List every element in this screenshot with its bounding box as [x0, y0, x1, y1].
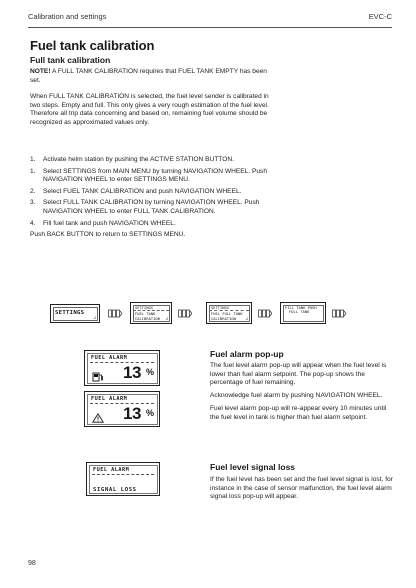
lcd-divider	[133, 310, 169, 311]
lcd-text: CALIBRATION	[135, 316, 160, 321]
percent-unit: %	[146, 367, 155, 377]
signal-section-body	[210, 476, 394, 506]
return-instruction: Push BACK BUTTON to return to SETTINGS MENU.	[30, 231, 186, 239]
step-text: Select FUEL TANK CALIBRATION and push NAVIGATION WHEEL.	[43, 187, 242, 195]
lcd-text: SETTINGS	[55, 310, 85, 316]
alarm-header: FUEL ALARM	[91, 396, 128, 402]
step-number: 1.	[30, 167, 36, 175]
signal-loss-text: SIGNAL LOSS	[93, 487, 137, 493]
section-title: Full tank calibration	[30, 55, 111, 65]
header-divider	[28, 27, 392, 28]
list-item	[30, 199, 270, 216]
lcd-divider	[90, 403, 154, 404]
note-paragraph	[30, 68, 270, 85]
step-number: 3.	[30, 199, 36, 207]
step-text: Select SETTINGS from MAIN MENU by turning NAVIGATION WHEEL. Push NAVIGATION WHEEL to enter SETTINGS MENU.	[43, 167, 267, 184]
lcd-fill-tank-screen	[280, 302, 326, 324]
lcd-divider	[90, 362, 154, 363]
list-item	[30, 168, 270, 185]
list-item	[30, 188, 270, 197]
lcd-settings-screen	[50, 304, 100, 323]
lcd-text: FUEL TANK	[135, 312, 156, 316]
step-number: 2.	[30, 187, 36, 195]
signal-section-title: Fuel level signal loss	[210, 462, 296, 472]
lcd-divider	[92, 474, 154, 475]
popup-section-body	[210, 362, 394, 426]
popup-section-title: Fuel alarm pop-up	[210, 349, 284, 359]
lcd-text: FULL TANK	[289, 310, 310, 314]
popup-paragraph: Fuel level alarm pop-up will re-appear every 10 minutes until the fuel level in tank is higher than fuel alarm setpoint.	[210, 404, 387, 421]
step-text: Fill fuel tank and push NAVIGATION WHEEL.	[43, 219, 176, 227]
popup-paragraph: Acknowledge fuel alarm by pushing NAVIGATION WHEEL.	[210, 392, 383, 400]
return-arrow-icon: ↲	[245, 316, 248, 321]
lcd-divider	[209, 310, 249, 311]
signal-loss-display	[86, 462, 160, 496]
percent-unit: %	[146, 408, 155, 418]
intro-paragraph: When FULL TANK CALIBRATION is selected, the fuel level sender is calibrated in two steps. Empty and full. This only gives a very rough estimation of the fuel level. Therefore all trip data concerning and based on, remaining fuel volume should be recognized as approximated values only.	[30, 93, 269, 126]
fuel-percentage-value: 13	[123, 404, 141, 423]
steps-list	[30, 156, 270, 240]
page-header	[28, 12, 392, 28]
note-text: A FULL TANK CALIBRATION requires that FUEL TANK EMPTY has been set.	[30, 68, 267, 84]
popup-paragraph: The fuel level alarm pop-up will appear when the fuel level is lower than fuel alarm setpoint. The pop-up shows the percentage of fuel remaining.	[210, 362, 387, 387]
lcd-header-text: SETTINGS	[135, 305, 154, 310]
warning-triangle-icon	[92, 408, 104, 418]
fuel-percentage-value: 13	[123, 363, 141, 382]
lcd-full-tank-screen	[206, 302, 252, 324]
step-text: Activate helm station by pushing the ACTIVE STATION BUTTON.	[43, 156, 234, 163]
fuel-pump-icon	[92, 367, 104, 377]
lcd-text: FILL TANK PUSH	[285, 305, 317, 310]
signal-paragraph: If the fuel level has been set and the fuel level signal is lost, for instance in the case of sensor malfunction, the fuel level alarm signal loss pop-up will appear.	[210, 476, 393, 501]
step-number: 1.	[30, 156, 36, 163]
navigation-wheel-icon	[178, 309, 190, 317]
list-item	[30, 220, 270, 229]
header-section-label: Calibration and settings	[28, 12, 107, 21]
lcd-text: CALIBRATION	[211, 316, 236, 321]
fuel-alarm-display	[84, 391, 160, 427]
lcd-fuel-tank-screen	[130, 302, 172, 324]
alarm-header: FUEL ALARM	[91, 355, 128, 361]
step-text: Select FULL TANK CALIBRATION by turning NAVIGATION WHEEL. Push NAVIGATION WHEEL to enter FULL TANK CALIBRATION.	[43, 199, 260, 215]
return-arrow-icon: ↲	[93, 315, 96, 320]
page-title: Fuel tank calibration	[30, 38, 155, 53]
navigation-wheel-icon	[108, 309, 120, 317]
fuel-alarm-display	[84, 350, 160, 386]
return-arrow-icon: ↲	[165, 316, 168, 321]
header-product-label: EVC-C	[368, 12, 392, 21]
step-number: 4.	[30, 219, 36, 227]
lcd-header-text: SETTINGS	[211, 305, 230, 310]
list-item	[30, 156, 270, 165]
lcd-text: FUEL FULL TANK	[211, 312, 243, 316]
navigation-wheel-icon	[258, 309, 270, 317]
alarm-header: FUEL ALARM	[93, 467, 130, 473]
note-label: NOTE!	[30, 68, 51, 75]
page-number: 98	[28, 560, 36, 567]
navigation-wheel-icon	[332, 309, 344, 317]
